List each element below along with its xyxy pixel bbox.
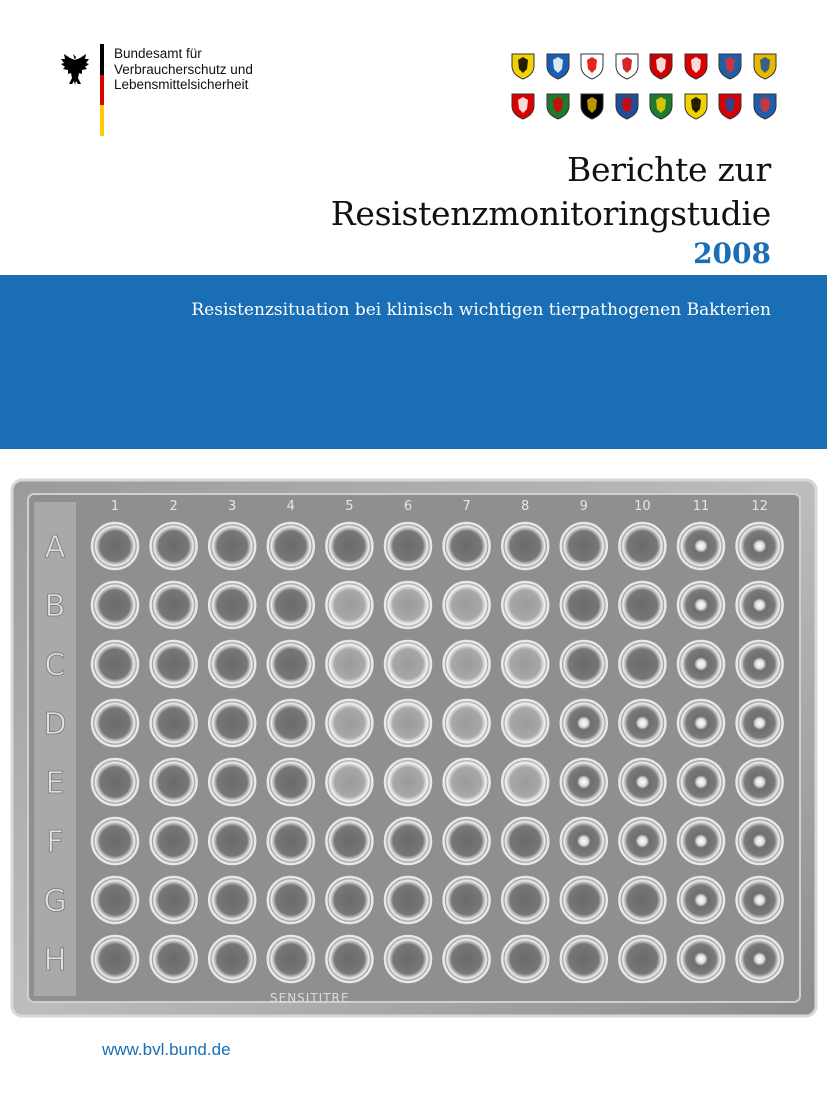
flag-red-stripe — [100, 75, 104, 106]
hessen-crest-icon — [717, 52, 743, 80]
well-A4 — [268, 523, 314, 569]
well-H12 — [737, 936, 783, 982]
well-A11 — [678, 523, 724, 569]
plate-label-strip — [34, 502, 76, 996]
well-D9 — [561, 700, 607, 746]
well-B9 — [561, 582, 607, 628]
microtiter-plate-illustration — [0, 474, 827, 1020]
subtitle-band — [0, 275, 827, 449]
well-D1 — [92, 700, 138, 746]
crest-row — [510, 92, 778, 120]
well-F10 — [619, 818, 665, 864]
well-C11 — [678, 641, 724, 687]
well-E8 — [502, 759, 548, 805]
well-E4 — [268, 759, 314, 805]
state-coats-of-arms — [510, 52, 778, 132]
hamburg-crest-icon — [683, 52, 709, 80]
well-H9 — [561, 936, 607, 982]
well-C9 — [561, 641, 607, 687]
report-subtitle: Resistenzsituation bei klinisch wichtigen tierpathogenen Bakterien — [191, 300, 771, 320]
column-label: 9 — [579, 499, 588, 514]
well-F3 — [209, 818, 255, 864]
publisher-name — [114, 46, 334, 93]
column-label: 12 — [751, 499, 768, 514]
well-F9 — [561, 818, 607, 864]
report-title — [331, 148, 771, 236]
baden-wuerttemberg-crest-icon — [510, 52, 536, 80]
well-F6 — [385, 818, 431, 864]
well-C6 — [385, 641, 431, 687]
well-E11 — [678, 759, 724, 805]
well-F7 — [444, 818, 490, 864]
column-label: 4 — [286, 499, 295, 514]
row-label: G — [43, 884, 67, 919]
bremen-crest-icon — [648, 52, 674, 80]
well-E5 — [326, 759, 372, 805]
well-G10 — [619, 877, 665, 923]
row-label: B — [44, 589, 66, 624]
schleswig-holstein-crest-icon — [717, 92, 743, 120]
well-H6 — [385, 936, 431, 982]
plate-brand-text: SENSITITRE — [270, 991, 350, 1005]
column-label: 6 — [403, 499, 413, 514]
well-G2 — [151, 877, 197, 923]
well-E9 — [561, 759, 607, 805]
well-B5 — [326, 582, 372, 628]
well-D5 — [326, 700, 372, 746]
well-D3 — [209, 700, 255, 746]
well-B2 — [151, 582, 197, 628]
well-A6 — [385, 523, 431, 569]
well-C5 — [326, 641, 372, 687]
well-D4 — [268, 700, 314, 746]
well-D6 — [385, 700, 431, 746]
niedersachsen-crest-icon — [510, 92, 536, 120]
plate-inner-frame — [28, 494, 800, 1002]
column-label: 3 — [228, 499, 237, 514]
well-E1 — [92, 759, 138, 805]
column-label: 10 — [634, 499, 651, 514]
well-E12 — [737, 759, 783, 805]
well-A5 — [326, 523, 372, 569]
well-G9 — [561, 877, 607, 923]
publisher-name-line: Bundesamt für — [114, 46, 202, 61]
german-flag-bar — [100, 44, 104, 136]
well-A1 — [92, 523, 138, 569]
well-C12 — [737, 641, 783, 687]
well-A7 — [444, 523, 490, 569]
well-E6 — [385, 759, 431, 805]
title-line-1: Berichte zur — [567, 150, 771, 189]
column-label: 11 — [692, 499, 710, 514]
well-G1 — [92, 877, 138, 923]
bayern-crest-icon — [545, 52, 571, 80]
thueringen-crest-icon — [752, 92, 778, 120]
well-G12 — [737, 877, 783, 923]
well-G7 — [444, 877, 490, 923]
well-F1 — [92, 818, 138, 864]
well-B7 — [444, 582, 490, 628]
well-B3 — [209, 582, 255, 628]
report-year: 2008 — [693, 237, 771, 270]
well-F5 — [326, 818, 372, 864]
well-A12 — [737, 523, 783, 569]
well-D11 — [678, 700, 724, 746]
well-C7 — [444, 641, 490, 687]
well-C4 — [268, 641, 314, 687]
row-label: H — [43, 943, 67, 978]
well-A8 — [502, 523, 548, 569]
well-H5 — [326, 936, 372, 982]
rheinland-pfalz-crest-icon — [579, 92, 605, 120]
row-label: D — [43, 707, 67, 742]
flag-black-stripe — [100, 44, 104, 75]
berlin-crest-icon — [579, 52, 605, 80]
well-A2 — [151, 523, 197, 569]
well-H10 — [619, 936, 665, 982]
well-E7 — [444, 759, 490, 805]
well-H2 — [151, 936, 197, 982]
well-B4 — [268, 582, 314, 628]
column-label: 5 — [345, 499, 354, 514]
sachsen-anhalt-crest-icon — [683, 92, 709, 120]
well-G11 — [678, 877, 724, 923]
well-C2 — [151, 641, 197, 687]
well-F8 — [502, 818, 548, 864]
row-label: A — [44, 530, 66, 565]
well-B12 — [737, 582, 783, 628]
nordrhein-westfalen-crest-icon — [545, 92, 571, 120]
website-url[interactable]: www.bvl.bund.de — [102, 1040, 231, 1059]
brandenburg-crest-icon — [614, 52, 640, 80]
row-label: E — [45, 766, 65, 801]
microtiter-plate-photo — [0, 474, 827, 1020]
well-E3 — [209, 759, 255, 805]
well-D10 — [619, 700, 665, 746]
well-C1 — [92, 641, 138, 687]
row-label: F — [46, 825, 64, 860]
well-B8 — [502, 582, 548, 628]
well-C8 — [502, 641, 548, 687]
well-F2 — [151, 818, 197, 864]
well-G6 — [385, 877, 431, 923]
well-E2 — [151, 759, 197, 805]
column-label: 7 — [462, 499, 471, 514]
well-C3 — [209, 641, 255, 687]
well-A3 — [209, 523, 255, 569]
saarland-crest-icon — [614, 92, 640, 120]
well-A10 — [619, 523, 665, 569]
well-H4 — [268, 936, 314, 982]
well-D7 — [444, 700, 490, 746]
well-H7 — [444, 936, 490, 982]
well-B6 — [385, 582, 431, 628]
well-B10 — [619, 582, 665, 628]
well-F4 — [268, 818, 314, 864]
well-D8 — [502, 700, 548, 746]
well-G4 — [268, 877, 314, 923]
crest-row — [510, 52, 778, 80]
federal-eagle-icon — [54, 50, 92, 92]
well-G5 — [326, 877, 372, 923]
well-H11 — [678, 936, 724, 982]
well-H3 — [209, 936, 255, 982]
well-D12 — [737, 700, 783, 746]
well-E10 — [619, 759, 665, 805]
column-label: 2 — [169, 499, 178, 514]
well-B11 — [678, 582, 724, 628]
publisher-name-line: Lebensmittelsicherheit — [114, 77, 249, 92]
well-C10 — [619, 641, 665, 687]
well-G8 — [502, 877, 548, 923]
column-label: 1 — [110, 499, 120, 514]
well-F12 — [737, 818, 783, 864]
well-F11 — [678, 818, 724, 864]
title-line-2: Resistenzmonitoringstudie — [330, 194, 771, 233]
well-H1 — [92, 936, 138, 982]
well-B1 — [92, 582, 138, 628]
row-label: C — [44, 648, 66, 683]
flag-gold-stripe — [100, 105, 104, 136]
publisher-name-line: Verbraucherschutz und — [114, 61, 253, 77]
well-D2 — [151, 700, 197, 746]
well-G3 — [209, 877, 255, 923]
well-A9 — [561, 523, 607, 569]
mecklenburg-vorpommern-crest-icon — [752, 52, 778, 80]
sachsen-crest-icon — [648, 92, 674, 120]
column-label: 8 — [521, 499, 530, 514]
well-H8 — [502, 936, 548, 982]
